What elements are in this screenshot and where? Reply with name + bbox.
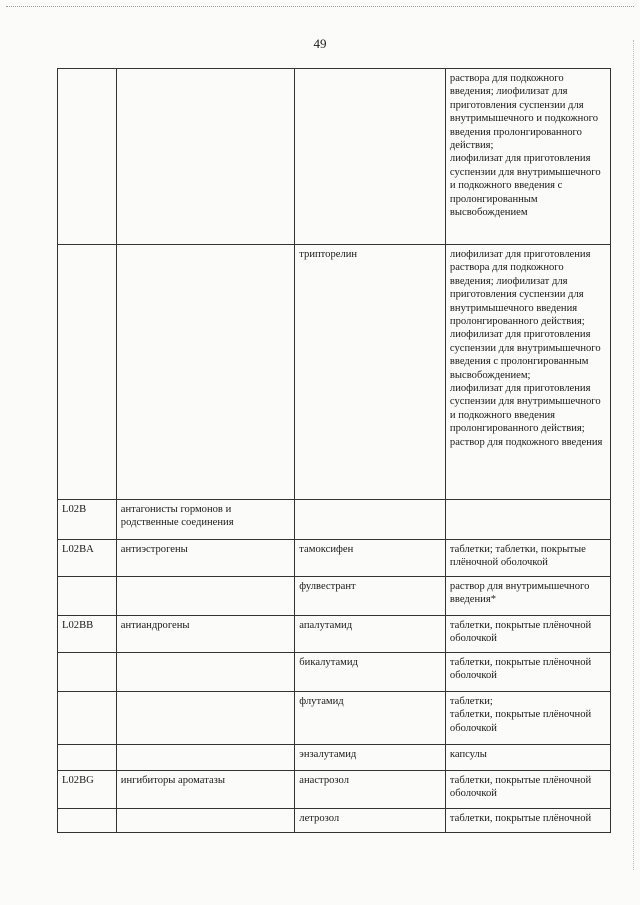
table-row <box>58 500 611 540</box>
table-row <box>58 69 611 245</box>
atc-code-cell <box>58 809 117 833</box>
table-row <box>58 771 611 809</box>
dosage-form-cell: капсулы <box>445 745 610 771</box>
group-cell <box>116 745 294 771</box>
group-cell <box>116 809 294 833</box>
group-cell <box>116 577 294 616</box>
drug-name-cell: фулвестрант <box>295 577 446 616</box>
group-cell: антиэстрогены <box>116 540 294 577</box>
table-row <box>58 245 611 500</box>
dosage-form-cell: раствора для подкожного введения; лиофилизат для приготовления суспензии для внутримышечного и подкожного введения пролонгированного действия; лиофилизат для приготовления суспензии для внутримышечного и подкожного введения с пролонгированным высвобождением <box>445 69 610 245</box>
dosage-form-cell <box>445 500 610 540</box>
group-cell <box>116 692 294 745</box>
atc-code-cell: L02B <box>58 500 117 540</box>
atc-code-cell <box>58 577 117 616</box>
atc-code-cell <box>58 653 117 692</box>
table-row <box>58 745 611 771</box>
atc-code-cell <box>58 745 117 771</box>
group-cell: антиандрогены <box>116 616 294 653</box>
atc-code-cell: L02BA <box>58 540 117 577</box>
drug-name-cell <box>295 69 446 245</box>
drug-name-cell: летрозол <box>295 809 446 833</box>
table-row <box>58 692 611 745</box>
dosage-form-cell: таблетки, покрытые плёночной оболочкой <box>445 771 610 809</box>
atc-code-cell <box>58 245 117 500</box>
atc-code-cell: L02BG <box>58 771 117 809</box>
table-row <box>58 809 611 833</box>
page-number: 49 <box>313 36 327 51</box>
dosage-form-cell: таблетки; таблетки, покрытые плёночной оболочкой <box>445 540 610 577</box>
drug-name-cell: анастрозол <box>295 771 446 809</box>
group-cell: антагонисты гормонов и родственные соединения <box>116 500 294 540</box>
group-cell <box>116 245 294 500</box>
dosage-form-cell: таблетки, покрытые плёночной оболочкой <box>445 653 610 692</box>
drug-name-cell: энзалутамид <box>295 745 446 771</box>
dosage-form-cell: лиофилизат для приготовления раствора для подкожного введения; лиофилизат для приготовления суспензии для внутримышечного введения пролонгированного действия; лиофилизат для приготовления суспензии для внутримышечного введения с пролонгированным высвобождением; лиофилизат для приготовления суспензии для внутримышечного и подкожного введения пролонгированного действия; раствор для подкожного введения <box>445 245 610 500</box>
dosage-form-cell: раствор для внутримышечного введения* <box>445 577 610 616</box>
drug-name-cell: тамоксифен <box>295 540 446 577</box>
table-row <box>58 540 611 577</box>
drug-name-cell <box>295 500 446 540</box>
atc-code-cell <box>58 69 117 245</box>
scan-margin-line <box>632 40 634 870</box>
dosage-form-cell: таблетки, покрытые плёночной оболочкой <box>445 616 610 653</box>
drug-name-cell: флутамид <box>295 692 446 745</box>
table-row <box>58 653 611 692</box>
drug-table-container <box>57 68 611 833</box>
table-row <box>58 616 611 653</box>
group-cell <box>116 69 294 245</box>
atc-code-cell: L02BB <box>58 616 117 653</box>
scan-artifact-line <box>6 6 634 8</box>
drug-name-cell: трипторелин <box>295 245 446 500</box>
dosage-form-cell: таблетки; таблетки, покрытые плёночной оболочкой <box>445 692 610 745</box>
table-row <box>58 577 611 616</box>
drug-name-cell: апалутамид <box>295 616 446 653</box>
group-cell: ингибиторы ароматазы <box>116 771 294 809</box>
drug-table-body <box>58 69 611 833</box>
group-cell <box>116 653 294 692</box>
drug-table <box>57 68 611 833</box>
dosage-form-cell: таблетки, покрытые плёночной <box>445 809 610 833</box>
drug-name-cell: бикалутамид <box>295 653 446 692</box>
atc-code-cell <box>58 692 117 745</box>
